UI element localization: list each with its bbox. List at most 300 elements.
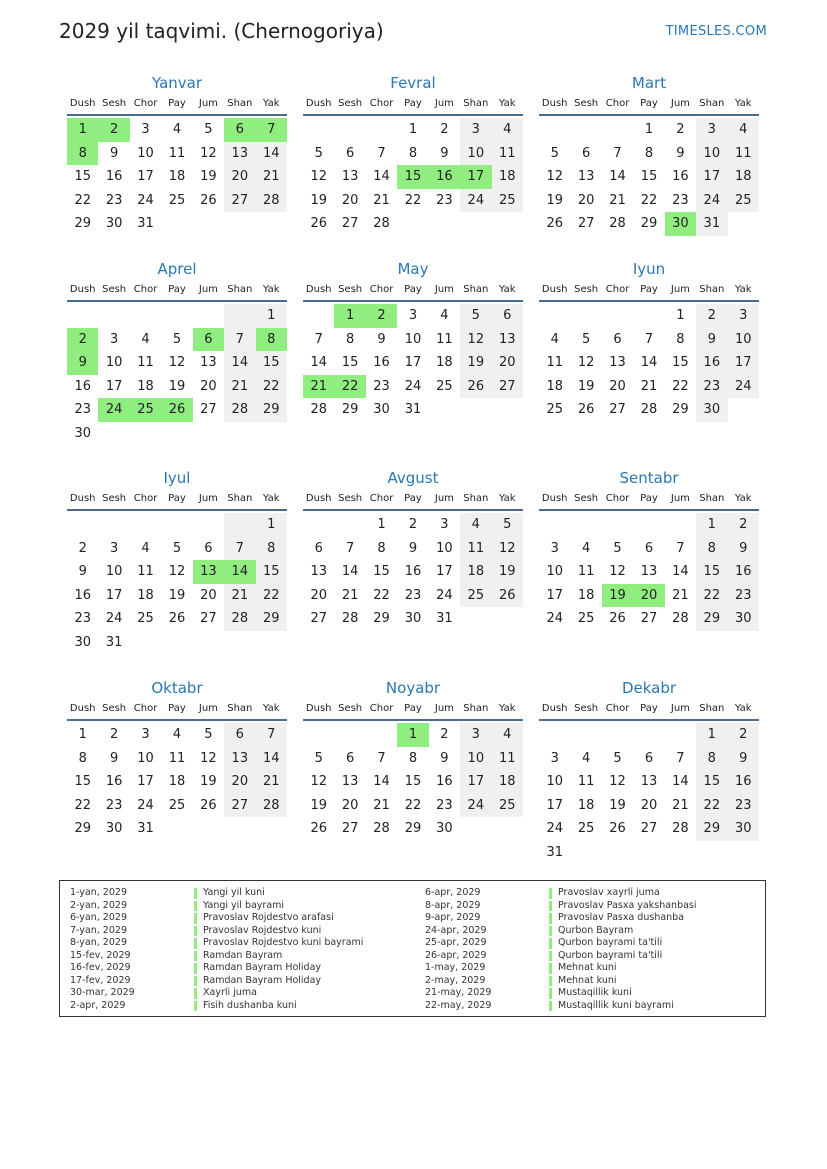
day-cell[interactable]: 3 xyxy=(728,304,759,328)
day-cell[interactable]: 29 xyxy=(404,821,422,837)
day-cell[interactable]: 19 xyxy=(492,560,523,584)
day-cell[interactable]: 15 xyxy=(672,355,689,371)
day-cell[interactable]: 10 xyxy=(546,774,563,790)
day-cell[interactable]: 27 xyxy=(200,611,217,627)
day-cell[interactable]: 25 xyxy=(728,189,759,213)
day-cell[interactable]: 3 xyxy=(440,517,449,532)
day-cell[interactable]: 29 xyxy=(373,611,390,627)
day-cell[interactable]: 12 xyxy=(200,750,217,766)
day-cell[interactable]: 4 xyxy=(581,750,591,766)
day-cell[interactable]: 24 xyxy=(696,189,727,213)
day-cell[interactable]: 28 xyxy=(672,821,689,837)
day-cell[interactable]: 27 xyxy=(224,794,255,818)
day-cell[interactable]: 30 xyxy=(74,634,91,650)
day-cell[interactable]: 5 xyxy=(172,540,182,556)
day-cell[interactable]: 9 xyxy=(728,747,759,771)
day-cell[interactable]: 23 xyxy=(436,192,453,208)
day-cell[interactable]: 23 xyxy=(436,797,453,813)
day-cell[interactable]: 22 xyxy=(696,584,727,608)
day-cell[interactable]: 16 xyxy=(436,774,453,790)
day-cell[interactable]: 1 xyxy=(377,517,386,532)
day-cell[interactable]: 8 xyxy=(408,145,418,161)
day-cell[interactable]: 18 xyxy=(492,770,523,794)
day-cell[interactable]: 15 xyxy=(74,774,91,790)
day-cell[interactable]: 29 xyxy=(74,216,91,232)
day-cell[interactable]: 1 xyxy=(256,513,287,537)
day-cell[interactable]: 20 xyxy=(492,351,523,375)
day-cell[interactable]: 24 xyxy=(546,821,563,837)
day-cell[interactable]: 20 xyxy=(633,584,664,608)
day-cell[interactable]: 27 xyxy=(640,611,658,627)
day-cell[interactable]: 13 xyxy=(341,169,359,185)
day-cell[interactable]: 8 xyxy=(345,331,355,347)
day-cell[interactable]: 12 xyxy=(310,169,327,185)
day-cell[interactable]: 11 xyxy=(577,774,595,790)
day-cell[interactable]: 24 xyxy=(105,611,123,627)
day-cell[interactable]: 14 xyxy=(310,355,327,371)
day-cell[interactable]: 20 xyxy=(310,587,327,603)
day-cell[interactable]: 3 xyxy=(460,118,491,142)
day-cell[interactable]: 25 xyxy=(130,398,161,422)
day-cell[interactable]: 18 xyxy=(577,587,595,603)
day-cell[interactable]: 12 xyxy=(492,537,523,561)
day-cell[interactable]: 25 xyxy=(168,192,186,208)
day-cell[interactable]: 10 xyxy=(460,142,491,166)
day-cell[interactable]: 13 xyxy=(224,747,255,771)
day-cell[interactable]: 30 xyxy=(105,821,123,837)
day-cell[interactable]: 15 xyxy=(256,560,287,584)
day-cell[interactable]: 26 xyxy=(492,584,523,608)
day-cell[interactable]: 19 xyxy=(200,774,217,790)
day-cell[interactable]: 4 xyxy=(172,727,182,742)
day-cell[interactable]: 27 xyxy=(640,821,658,837)
day-cell[interactable]: 7 xyxy=(676,750,685,766)
day-cell[interactable]: 19 xyxy=(168,587,186,603)
day-cell[interactable]: 27 xyxy=(310,611,327,627)
day-cell[interactable]: 24 xyxy=(98,398,129,422)
day-cell[interactable]: 29 xyxy=(672,402,689,418)
day-cell[interactable]: 12 xyxy=(546,169,563,185)
day-cell[interactable]: 22 xyxy=(74,797,91,813)
day-cell[interactable]: 24 xyxy=(436,587,453,603)
day-cell[interactable]: 8 xyxy=(696,537,727,561)
day-cell[interactable]: 11 xyxy=(168,750,186,766)
day-cell[interactable]: 28 xyxy=(310,402,327,418)
day-cell[interactable]: 7 xyxy=(377,750,386,766)
day-cell[interactable]: 27 xyxy=(341,216,359,232)
day-cell[interactable]: 17 xyxy=(546,587,563,603)
day-cell[interactable]: 7 xyxy=(256,723,287,747)
day-cell[interactable]: 30 xyxy=(728,607,759,631)
day-cell[interactable]: 18 xyxy=(168,169,186,185)
day-cell[interactable]: 9 xyxy=(676,145,685,161)
day-cell[interactable]: 2 xyxy=(78,540,87,556)
day-cell[interactable]: 23 xyxy=(404,587,422,603)
day-cell[interactable]: 13 xyxy=(640,774,658,790)
day-cell[interactable]: 2 xyxy=(109,727,119,742)
day-cell[interactable]: 16 xyxy=(373,355,390,371)
day-cell[interactable]: 31 xyxy=(436,611,453,627)
day-cell[interactable]: 10 xyxy=(105,564,123,580)
day-cell[interactable]: 16 xyxy=(728,560,759,584)
day-cell[interactable]: 31 xyxy=(404,402,422,418)
day-cell[interactable]: 22 xyxy=(672,378,689,394)
day-cell[interactable]: 6 xyxy=(613,331,622,347)
day-cell[interactable]: 5 xyxy=(613,540,622,556)
day-cell[interactable]: 3 xyxy=(696,118,727,142)
day-cell[interactable]: 5 xyxy=(581,331,591,347)
day-cell[interactable]: 6 xyxy=(314,540,323,556)
day-cell[interactable]: 10 xyxy=(436,540,453,556)
site-link[interactable]: TIMESLES.COM xyxy=(665,24,767,39)
day-cell[interactable]: 2 xyxy=(408,517,418,532)
day-cell[interactable]: 23 xyxy=(74,402,91,418)
day-cell[interactable]: 17 xyxy=(105,587,123,603)
day-cell[interactable]: 8 xyxy=(377,540,386,556)
day-cell[interactable]: 12 xyxy=(200,145,217,161)
day-cell[interactable]: 23 xyxy=(74,611,91,627)
day-cell[interactable]: 8 xyxy=(256,328,287,352)
day-cell[interactable]: 17 xyxy=(404,355,422,371)
day-cell[interactable]: 13 xyxy=(341,774,359,790)
day-cell[interactable]: 1 xyxy=(644,122,654,137)
day-cell[interactable]: 13 xyxy=(310,564,327,580)
day-cell[interactable]: 18 xyxy=(436,355,453,371)
day-cell[interactable]: 25 xyxy=(492,189,523,213)
day-cell[interactable]: 5 xyxy=(204,122,213,137)
day-cell[interactable]: 16 xyxy=(105,169,123,185)
day-cell[interactable]: 6 xyxy=(345,145,355,161)
day-cell[interactable]: 4 xyxy=(492,118,523,142)
day-cell[interactable]: 17 xyxy=(137,774,154,790)
day-cell[interactable]: 6 xyxy=(492,304,523,328)
day-cell[interactable]: 20 xyxy=(577,192,595,208)
day-cell[interactable]: 3 xyxy=(550,540,559,556)
day-cell[interactable]: 6 xyxy=(644,540,654,556)
day-cell[interactable]: 8 xyxy=(644,145,654,161)
day-cell[interactable]: 6 xyxy=(204,540,213,556)
day-cell[interactable]: 23 xyxy=(672,192,689,208)
day-cell[interactable]: 19 xyxy=(602,584,633,608)
day-cell[interactable]: 28 xyxy=(224,398,255,422)
day-cell[interactable]: 22 xyxy=(256,375,287,399)
day-cell[interactable]: 18 xyxy=(577,797,595,813)
day-cell[interactable]: 13 xyxy=(492,328,523,352)
day-cell[interactable]: 18 xyxy=(168,774,186,790)
day-cell[interactable]: 22 xyxy=(696,794,727,818)
day-cell[interactable]: 15 xyxy=(256,351,287,375)
day-cell[interactable]: 5 xyxy=(613,750,622,766)
day-cell[interactable]: 11 xyxy=(577,564,595,580)
day-cell[interactable]: 21 xyxy=(672,587,689,603)
day-cell[interactable]: 15 xyxy=(397,165,428,189)
day-cell[interactable]: 19 xyxy=(168,378,186,394)
day-cell[interactable]: 4 xyxy=(460,513,491,537)
day-cell[interactable]: 21 xyxy=(373,192,390,208)
day-cell[interactable]: 28 xyxy=(341,611,359,627)
day-cell[interactable]: 26 xyxy=(546,216,563,232)
day-cell[interactable]: 2 xyxy=(676,122,685,137)
day-cell[interactable]: 8 xyxy=(408,750,418,766)
day-cell[interactable]: 16 xyxy=(74,587,91,603)
day-cell[interactable]: 20 xyxy=(341,797,359,813)
day-cell[interactable]: 12 xyxy=(168,355,186,371)
day-cell[interactable]: 29 xyxy=(74,821,91,837)
day-cell[interactable]: 24 xyxy=(460,794,491,818)
day-cell[interactable]: 16 xyxy=(696,351,727,375)
day-cell[interactable]: 23 xyxy=(696,375,727,399)
day-cell[interactable]: 17 xyxy=(460,165,491,189)
day-cell[interactable]: 31 xyxy=(137,216,154,232)
day-cell[interactable]: 6 xyxy=(224,118,255,142)
day-cell[interactable]: 28 xyxy=(373,821,390,837)
day-cell[interactable]: 4 xyxy=(141,331,150,347)
day-cell[interactable]: 25 xyxy=(546,402,563,418)
day-cell[interactable]: 12 xyxy=(577,355,595,371)
day-cell[interactable]: 14 xyxy=(224,560,255,584)
day-cell[interactable]: 10 xyxy=(728,328,759,352)
day-cell[interactable]: 6 xyxy=(224,723,255,747)
day-cell[interactable]: 22 xyxy=(256,584,287,608)
day-cell[interactable]: 30 xyxy=(436,821,453,837)
day-cell[interactable]: 10 xyxy=(137,145,154,161)
day-cell[interactable]: 14 xyxy=(256,747,287,771)
day-cell[interactable]: 3 xyxy=(141,122,150,137)
day-cell[interactable]: 18 xyxy=(492,165,523,189)
day-cell[interactable]: 21 xyxy=(224,375,255,399)
day-cell[interactable]: 25 xyxy=(460,584,491,608)
day-cell[interactable]: 10 xyxy=(404,331,422,347)
day-cell[interactable]: 28 xyxy=(256,189,287,213)
day-cell[interactable]: 16 xyxy=(429,165,460,189)
day-cell[interactable]: 9 xyxy=(696,328,727,352)
day-cell[interactable]: 4 xyxy=(550,331,559,347)
day-cell[interactable]: 21 xyxy=(373,797,390,813)
day-cell[interactable]: 9 xyxy=(67,351,98,375)
day-cell[interactable]: 9 xyxy=(728,537,759,561)
day-cell[interactable]: 4 xyxy=(172,122,182,137)
day-cell[interactable]: 2 xyxy=(728,723,759,747)
day-cell[interactable]: 26 xyxy=(200,797,217,813)
day-cell[interactable]: 11 xyxy=(492,747,523,771)
day-cell[interactable]: 30 xyxy=(404,611,422,627)
day-cell[interactable]: 15 xyxy=(696,560,727,584)
day-cell[interactable]: 22 xyxy=(373,587,390,603)
day-cell[interactable]: 9 xyxy=(109,145,119,161)
day-cell[interactable]: 1 xyxy=(78,727,87,742)
day-cell[interactable]: 23 xyxy=(728,794,759,818)
day-cell[interactable]: 24 xyxy=(404,378,422,394)
day-cell[interactable]: 16 xyxy=(728,770,759,794)
day-cell[interactable]: 29 xyxy=(256,607,287,631)
day-cell[interactable]: 5 xyxy=(460,304,491,328)
day-cell[interactable]: 6 xyxy=(345,750,355,766)
day-cell[interactable]: 25 xyxy=(168,797,186,813)
day-cell[interactable]: 15 xyxy=(373,564,390,580)
day-cell[interactable]: 1 xyxy=(67,118,98,142)
day-cell[interactable]: 9 xyxy=(78,564,87,580)
day-cell[interactable]: 7 xyxy=(345,540,355,556)
day-cell[interactable]: 28 xyxy=(609,216,626,232)
day-cell[interactable]: 16 xyxy=(74,378,91,394)
day-cell[interactable]: 5 xyxy=(204,727,213,742)
day-cell[interactable]: 7 xyxy=(314,331,323,347)
day-cell[interactable]: 11 xyxy=(436,331,453,347)
day-cell[interactable]: 1 xyxy=(334,304,365,328)
day-cell[interactable]: 14 xyxy=(609,169,626,185)
day-cell[interactable]: 15 xyxy=(404,774,422,790)
day-cell[interactable]: 2 xyxy=(440,122,449,137)
day-cell[interactable]: 11 xyxy=(137,564,154,580)
day-cell[interactable]: 27 xyxy=(609,402,626,418)
day-cell[interactable]: 1 xyxy=(696,513,727,537)
day-cell[interactable]: 13 xyxy=(640,564,658,580)
day-cell[interactable]: 30 xyxy=(373,402,390,418)
day-cell[interactable]: 13 xyxy=(224,142,255,166)
day-cell[interactable]: 11 xyxy=(546,355,563,371)
day-cell[interactable]: 1 xyxy=(696,723,727,747)
day-cell[interactable]: 2 xyxy=(67,328,98,352)
day-cell[interactable]: 25 xyxy=(577,611,595,627)
day-cell[interactable]: 18 xyxy=(137,378,154,394)
day-cell[interactable]: 14 xyxy=(640,355,658,371)
day-cell[interactable]: 3 xyxy=(460,723,491,747)
day-cell[interactable]: 20 xyxy=(341,192,359,208)
day-cell[interactable]: 28 xyxy=(224,607,255,631)
day-cell[interactable]: 3 xyxy=(141,727,150,742)
day-cell[interactable]: 21 xyxy=(672,797,689,813)
day-cell[interactable]: 31 xyxy=(696,212,727,236)
day-cell[interactable]: 5 xyxy=(172,331,182,347)
day-cell[interactable]: 11 xyxy=(492,142,523,166)
day-cell[interactable]: 31 xyxy=(105,634,123,650)
day-cell[interactable]: 8 xyxy=(256,537,287,561)
day-cell[interactable]: 18 xyxy=(137,587,154,603)
day-cell[interactable]: 3 xyxy=(109,540,119,556)
day-cell[interactable]: 28 xyxy=(256,794,287,818)
day-cell[interactable]: 30 xyxy=(665,212,696,236)
day-cell[interactable]: 9 xyxy=(377,331,386,347)
day-cell[interactable]: 13 xyxy=(577,169,595,185)
day-cell[interactable]: 6 xyxy=(644,750,654,766)
day-cell[interactable]: 22 xyxy=(404,192,422,208)
day-cell[interactable]: 15 xyxy=(640,169,658,185)
day-cell[interactable]: 20 xyxy=(224,165,255,189)
day-cell[interactable]: 20 xyxy=(640,797,658,813)
day-cell[interactable]: 11 xyxy=(137,355,154,371)
day-cell[interactable]: 4 xyxy=(492,723,523,747)
day-cell[interactable]: 13 xyxy=(609,355,626,371)
day-cell[interactable]: 30 xyxy=(105,216,123,232)
day-cell[interactable]: 12 xyxy=(609,564,626,580)
day-cell[interactable]: 26 xyxy=(200,192,217,208)
day-cell[interactable]: 24 xyxy=(137,192,154,208)
day-cell[interactable]: 20 xyxy=(200,587,217,603)
day-cell[interactable]: 17 xyxy=(460,770,491,794)
day-cell[interactable]: 1 xyxy=(408,122,418,137)
day-cell[interactable]: 7 xyxy=(377,145,386,161)
day-cell[interactable]: 13 xyxy=(200,355,217,371)
day-cell[interactable]: 28 xyxy=(373,216,390,232)
day-cell[interactable]: 3 xyxy=(109,331,119,347)
day-cell[interactable]: 6 xyxy=(193,328,224,352)
day-cell[interactable]: 11 xyxy=(460,537,491,561)
day-cell[interactable]: 22 xyxy=(74,192,91,208)
day-cell[interactable]: 10 xyxy=(137,750,154,766)
day-cell[interactable]: 30 xyxy=(74,425,91,441)
day-cell[interactable]: 25 xyxy=(577,821,595,837)
day-cell[interactable]: 18 xyxy=(460,560,491,584)
day-cell[interactable]: 24 xyxy=(728,375,759,399)
day-cell[interactable]: 23 xyxy=(105,797,123,813)
day-cell[interactable]: 21 xyxy=(640,378,658,394)
day-cell[interactable]: 19 xyxy=(310,192,327,208)
day-cell[interactable]: 7 xyxy=(224,537,255,561)
day-cell[interactable]: 8 xyxy=(696,747,727,771)
day-cell[interactable]: 5 xyxy=(314,145,323,161)
day-cell[interactable]: 30 xyxy=(728,817,759,841)
day-cell[interactable]: 17 xyxy=(546,797,563,813)
day-cell[interactable]: 28 xyxy=(640,402,658,418)
day-cell[interactable]: 8 xyxy=(67,142,98,166)
day-cell[interactable]: 14 xyxy=(373,169,390,185)
day-cell[interactable]: 17 xyxy=(105,378,123,394)
day-cell[interactable]: 19 xyxy=(460,351,491,375)
day-cell[interactable]: 18 xyxy=(728,165,759,189)
day-cell[interactable]: 2 xyxy=(696,304,727,328)
day-cell[interactable]: 22 xyxy=(404,797,422,813)
day-cell[interactable]: 26 xyxy=(609,611,626,627)
day-cell[interactable]: 30 xyxy=(696,398,727,422)
day-cell[interactable]: 31 xyxy=(137,821,154,837)
day-cell[interactable]: 21 xyxy=(224,584,255,608)
day-cell[interactable]: 2 xyxy=(440,727,449,742)
day-cell[interactable]: 19 xyxy=(200,169,217,185)
day-cell[interactable]: 29 xyxy=(640,216,658,232)
day-cell[interactable]: 20 xyxy=(224,770,255,794)
day-cell[interactable]: 7 xyxy=(644,331,654,347)
day-cell[interactable]: 27 xyxy=(577,216,595,232)
day-cell[interactable]: 5 xyxy=(314,750,323,766)
day-cell[interactable]: 7 xyxy=(224,328,255,352)
day-cell[interactable]: 24 xyxy=(460,189,491,213)
day-cell[interactable]: 29 xyxy=(256,398,287,422)
day-cell[interactable]: 22 xyxy=(640,192,658,208)
day-cell[interactable]: 25 xyxy=(436,378,453,394)
day-cell[interactable]: 8 xyxy=(676,331,685,347)
day-cell[interactable]: 31 xyxy=(546,844,563,860)
day-cell[interactable]: 9 xyxy=(440,750,449,766)
day-cell[interactable]: 16 xyxy=(672,169,689,185)
day-cell[interactable]: 7 xyxy=(256,118,287,142)
day-cell[interactable]: 12 xyxy=(460,328,491,352)
day-cell[interactable]: 22 xyxy=(334,375,365,399)
day-cell[interactable]: 21 xyxy=(341,587,359,603)
day-cell[interactable]: 6 xyxy=(581,145,591,161)
day-cell[interactable]: 16 xyxy=(105,774,123,790)
day-cell[interactable]: 9 xyxy=(408,540,418,556)
day-cell[interactable]: 2 xyxy=(98,118,129,142)
day-cell[interactable]: 1 xyxy=(676,308,685,323)
day-cell[interactable]: 19 xyxy=(577,378,595,394)
day-cell[interactable]: 18 xyxy=(546,378,563,394)
day-cell[interactable]: 14 xyxy=(224,351,255,375)
day-cell[interactable]: 23 xyxy=(728,584,759,608)
day-cell[interactable]: 7 xyxy=(613,145,622,161)
day-cell[interactable]: 14 xyxy=(672,774,689,790)
day-cell[interactable]: 17 xyxy=(436,564,453,580)
day-cell[interactable]: 20 xyxy=(200,378,217,394)
